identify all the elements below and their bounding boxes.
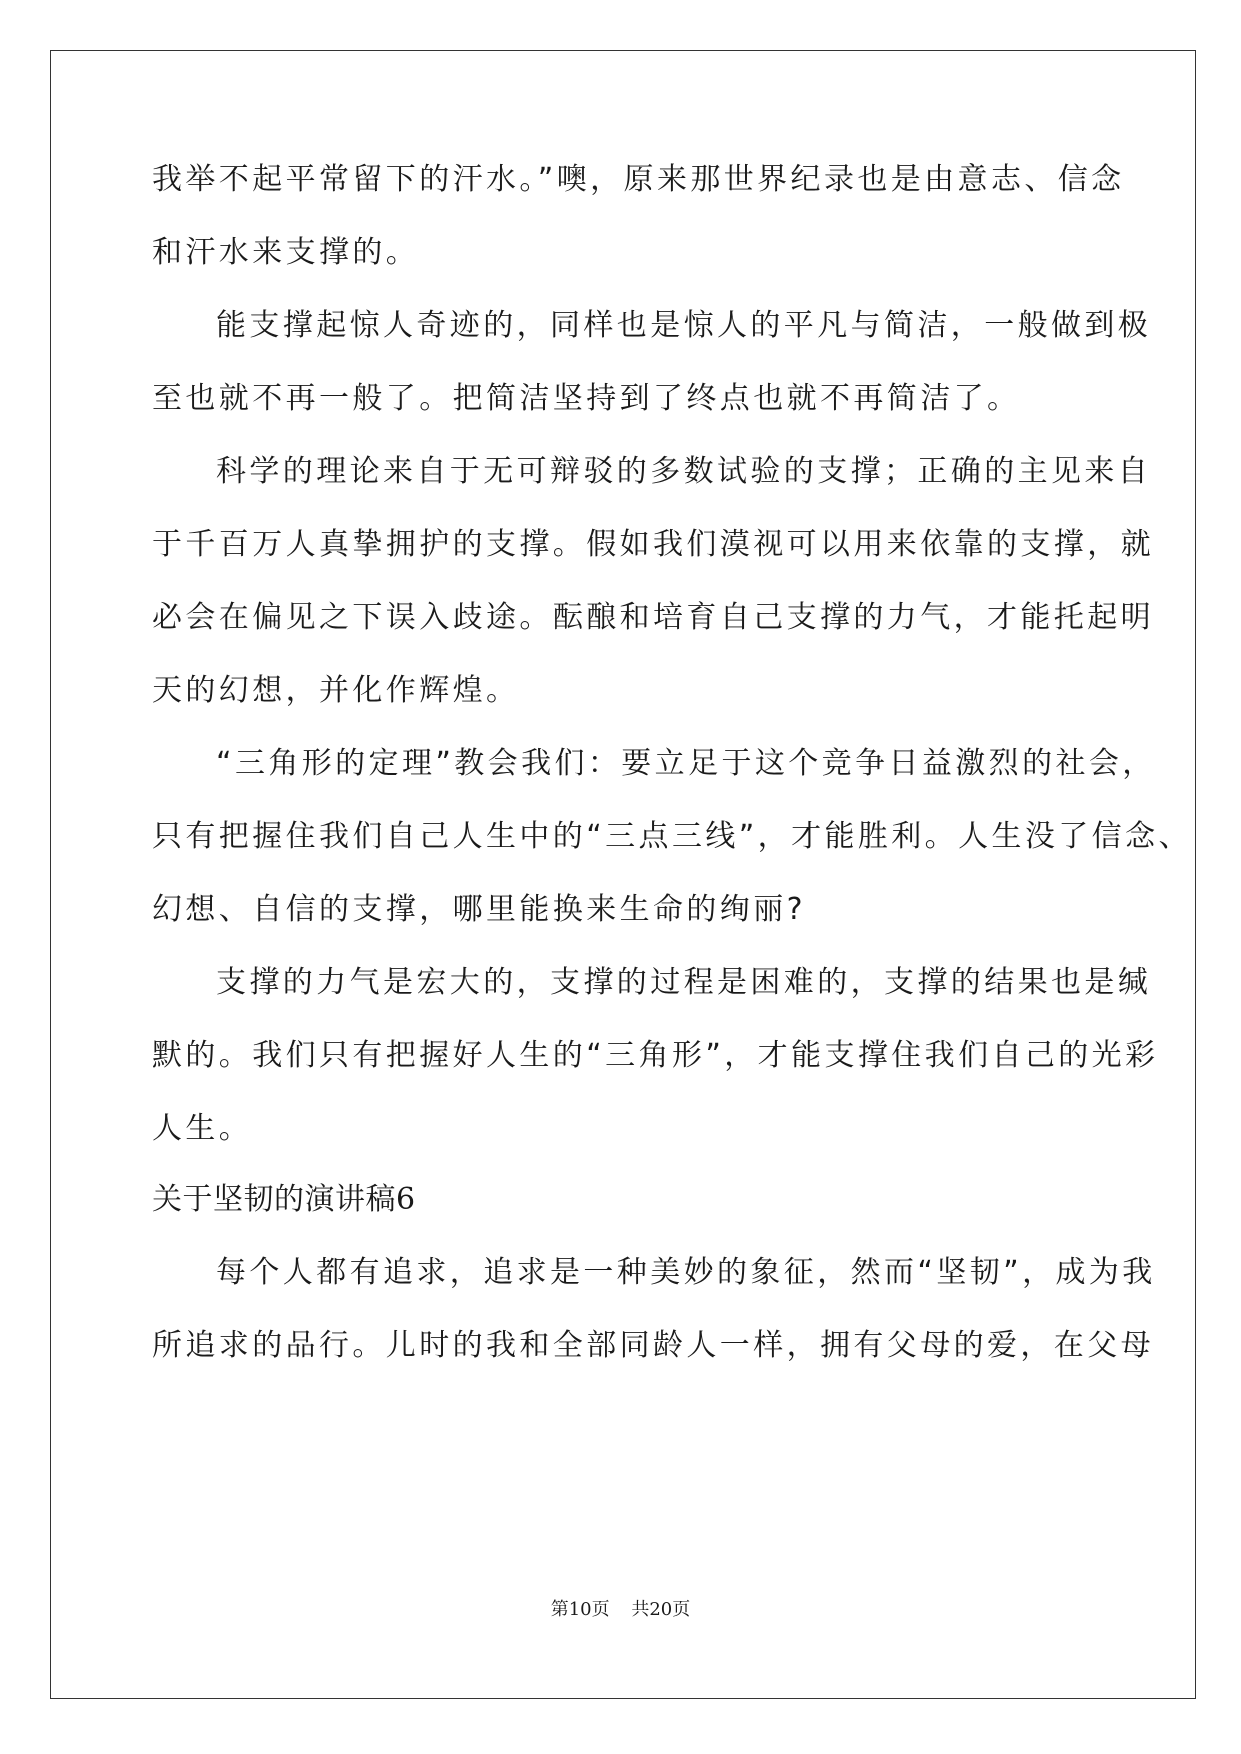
text-line: 至也就不再一般了。把简洁坚持到了终点也就不再简洁了。: [152, 381, 1021, 416]
text-line: 我举不起平常留下的汗水。”噢，原来那世界纪录也是由意志、信念: [152, 162, 1125, 197]
text-line: 默的。我们只有把握好人生的“三角形”，才能支撑住我们自己的光彩: [152, 1038, 1159, 1073]
page-total: 共20页: [631, 1599, 691, 1620]
paragraph-start: 每个人都有追求，追求是一种美妙的象征，然而“坚韧”，成为我: [216, 1255, 1156, 1290]
text-line: 于千百万人真挚拥护的支撑。假如我们漠视可以用来依靠的支撑，就: [152, 527, 1154, 562]
text-line: 和汗水来支撑的。: [152, 235, 420, 270]
text-line: 幻想、自信的支撑，哪里能换来生命的绚丽?: [152, 892, 806, 927]
section-heading: 关于坚韧的演讲稿6: [152, 1182, 416, 1217]
paragraph-start: “三角形的定理”教会我们：要立足于这个竞争日益激烈的社会，: [216, 746, 1156, 781]
paragraph-start: 支撑的力气是宏大的，支撑的过程是困难的，支撑的结果也是缄: [216, 965, 1152, 1000]
page-number: 第10页: [550, 1599, 610, 1620]
page-footer: [0, 1595, 1241, 1621]
text-line: 天的幻想，并化作辉煌。: [152, 673, 520, 708]
paragraph-start: 能支撑起惊人奇迹的，同样也是惊人的平凡与简洁，一般做到极: [216, 308, 1152, 343]
text-line: 只有把握住我们自己人生中的“三点三线”，才能胜利。人生没了信念、: [152, 819, 1192, 854]
text-line: 所追求的品行。儿时的我和全部同龄人一样，拥有父母的爱，在父母: [152, 1328, 1154, 1363]
text-line: 人生。: [152, 1111, 253, 1146]
page-border: [50, 50, 1196, 1699]
text-line: 必会在偏见之下误入歧途。酝酿和培育自己支撑的力气，才能托起明: [152, 600, 1154, 635]
paragraph-start: 科学的理论来自于无可辩驳的多数试验的支撑；正确的主见来自: [216, 454, 1152, 489]
